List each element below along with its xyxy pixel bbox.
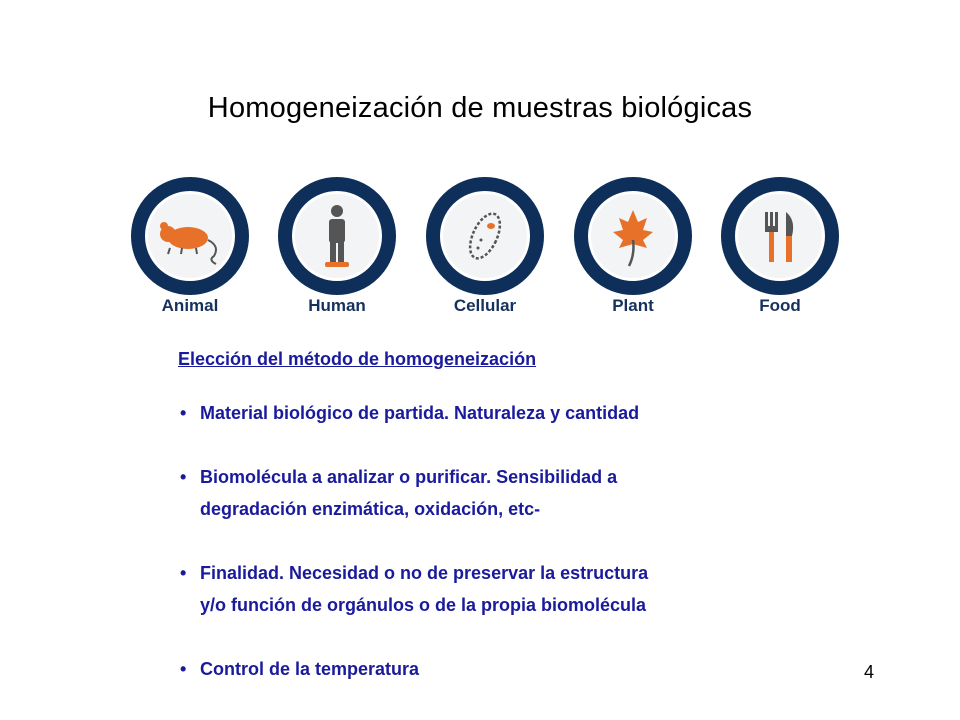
icon-label: Human bbox=[308, 296, 366, 315]
icon-label: Plant bbox=[612, 296, 654, 315]
section-subtitle: Elección del método de homogeneización bbox=[178, 349, 537, 369]
category-animal bbox=[128, 158, 252, 322]
bullet-line: degradación enzimática, oxidación, etc- bbox=[200, 499, 541, 519]
bullet-line: Finalidad. Necesidad o no de preservar la estructura bbox=[200, 563, 649, 583]
bullet-line: Material biológico de partida. Naturaleza y cantidad bbox=[200, 403, 640, 423]
fork-knife-icon bbox=[720, 176, 840, 296]
slide-title: Homogeneización de muestras biológicas bbox=[207, 92, 753, 124]
category-plant bbox=[571, 158, 695, 322]
bullet-dot-icon: • bbox=[180, 467, 187, 487]
icon-label: Cellular bbox=[453, 296, 517, 315]
human-icon bbox=[277, 176, 397, 296]
bullet-line: Control de la temperatura bbox=[200, 659, 420, 679]
icon-label: Animal bbox=[161, 296, 219, 315]
category-food bbox=[718, 158, 842, 322]
bullet-item bbox=[178, 397, 858, 429]
bullet-dot-icon: • bbox=[180, 659, 187, 679]
bullet-line: y/o función de orgánulos o de la propia biomolécula bbox=[200, 595, 647, 615]
bullet-dot-icon: • bbox=[180, 403, 187, 423]
category-icon-strip bbox=[128, 158, 840, 322]
content-block bbox=[178, 345, 858, 685]
category-cellular bbox=[423, 158, 547, 322]
bullet-dot-icon: • bbox=[180, 563, 187, 583]
bullet-item bbox=[178, 461, 858, 525]
bullet-item bbox=[178, 557, 858, 621]
bullet-line: Biomolécula a analizar o purificar. Sensibilidad a bbox=[200, 467, 618, 487]
bullet-item bbox=[178, 653, 858, 685]
page-number: 4 bbox=[864, 662, 875, 682]
leaf-icon bbox=[573, 176, 693, 296]
icon-label: Food bbox=[759, 296, 801, 315]
cell-icon bbox=[425, 176, 545, 296]
mouse-icon bbox=[130, 176, 250, 296]
category-human bbox=[275, 158, 399, 322]
